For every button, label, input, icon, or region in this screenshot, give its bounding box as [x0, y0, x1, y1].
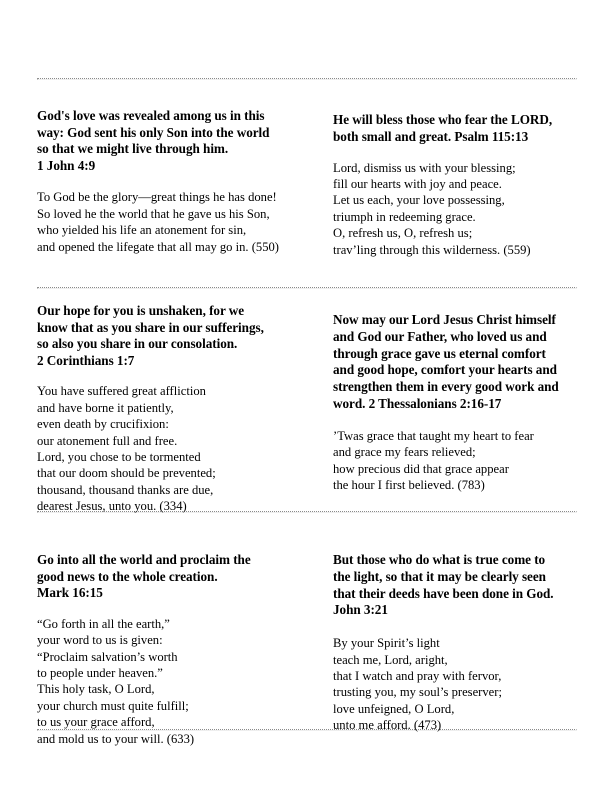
- devotional-entry: [333, 552, 583, 734]
- devotional-entry: [333, 112, 583, 258]
- text-line: that our doom should be prevented;: [37, 466, 216, 481]
- devotional-entry: [333, 312, 583, 493]
- text-line: so that we might live through him.: [37, 141, 229, 157]
- text-line: our atonement full and free.: [37, 433, 178, 448]
- text-line: God's love was revealed among us in this: [37, 108, 265, 123]
- text-line: to people under heaven.”: [37, 666, 163, 680]
- text-line: through grace gave us eternal comfort: [333, 345, 546, 361]
- text-line: love unfeigned, O Lord,: [333, 701, 455, 716]
- text-line: Our hope for you is unshaken, for we: [37, 303, 245, 318]
- text-line: You have suffered great affliction: [37, 384, 206, 399]
- text-line: word. 2 Thessalonians 2:16-17: [333, 395, 502, 411]
- text-line: and grace my fears relieved;: [333, 445, 476, 460]
- hymn-stanza: [37, 383, 309, 514]
- text-line: “Go forth in all the earth,”: [37, 616, 170, 631]
- section-divider-2: [37, 287, 577, 289]
- text-line: the hour I first believed. (783): [333, 478, 485, 492]
- scripture-passage: [37, 303, 309, 369]
- text-line: even death by crucifixion:: [37, 417, 169, 432]
- text-line: to us your grace afford,: [37, 715, 155, 730]
- text-line: Now may our Lord Jesus Christ himself: [333, 312, 556, 327]
- text-line: who yielded his life an atonement for sin,: [37, 223, 247, 238]
- text-line: ’Twas grace that taught my heart to fear: [333, 428, 534, 443]
- text-line: and good hope, comfort your hearts and: [333, 362, 557, 378]
- text-line: unto me afford. (473): [333, 718, 442, 733]
- hymn-stanza: [333, 428, 583, 494]
- text-line: so also you share in our consolation.: [37, 336, 238, 352]
- hymn-stanza: [333, 160, 583, 258]
- text-line: that I watch and pray with fervor,: [333, 669, 502, 683]
- scripture-passage: [333, 312, 583, 413]
- text-line: and opened the lifegate that all may go in. (550): [37, 239, 279, 254]
- text-line: Lord, you chose to be tormented: [37, 450, 201, 464]
- text-line: and mold us to your will. (633): [37, 731, 195, 746]
- small-caps-run: ORD: [519, 112, 549, 127]
- text-line: John 3:21: [333, 602, 388, 618]
- text-line: Go into all the world and proclaim the: [37, 552, 251, 567]
- text-line: Let us each, your love possessing,: [333, 193, 505, 208]
- text-line: trav’ling through this wilderness. (559): [333, 242, 531, 257]
- scripture-passage: [37, 552, 309, 602]
- scripture-passage: [37, 108, 309, 174]
- hymn-stanza: [37, 189, 309, 255]
- text-line: and God our Father, who loved us and: [333, 328, 547, 344]
- text-line: Mark 16:15: [37, 585, 103, 601]
- text-line: dearest Jesus, unto you. (334): [37, 499, 187, 514]
- devotional-entry: [37, 303, 309, 515]
- text-line: 2 Corinthians 1:7: [37, 352, 135, 368]
- text-line: how precious did that grace appear: [333, 461, 509, 476]
- text-line: To God be the glory—great things he has done!: [37, 190, 277, 205]
- text-line: that their deeds have been done in God.: [333, 585, 554, 601]
- text-line: fill our hearts with joy and peace.: [333, 177, 502, 191]
- devotional-entry: [37, 552, 309, 747]
- text-line: Lord, dismiss us with your blessing;: [333, 160, 516, 175]
- text-line: trusting you, my soul’s preserver;: [333, 685, 502, 700]
- text-line: triumph in redeeming grace.: [333, 209, 476, 224]
- text-line: O, refresh us, O, refresh us;: [333, 226, 473, 241]
- text-line: thousand, thousand thanks are due,: [37, 482, 214, 497]
- text-line: So loved he the world that he gave us his Son,: [37, 206, 270, 221]
- scripture-passage: [333, 112, 583, 146]
- text-line: both small and great. Psalm 115:13: [333, 128, 529, 144]
- text-line: “Proclaim salvation’s worth: [37, 649, 178, 664]
- text-line: 1 John 4:9: [37, 157, 96, 173]
- text-line: teach me, Lord, aright,: [333, 652, 448, 667]
- text-line: He will bless those who fear the LORD,: [333, 112, 553, 127]
- devotional-entry: [37, 108, 309, 255]
- section-divider-1: [37, 78, 577, 80]
- text-line: the light, so that it may be clearly seen: [333, 568, 546, 584]
- text-line: your church must quite fulfill;: [37, 698, 189, 713]
- text-line: strengthen them in every good work and: [333, 379, 559, 395]
- scripture-passage: [333, 552, 583, 619]
- text-line: But those who do what is true come to: [333, 552, 546, 567]
- text-line: know that as you share in our sufferings,: [37, 319, 264, 335]
- text-line: and have borne it patiently,: [37, 400, 174, 415]
- hymn-stanza: [37, 616, 309, 747]
- text-line: way: God sent his only Son into the world: [37, 124, 270, 140]
- text-line: This holy task, O Lord,: [37, 682, 155, 697]
- hymn-stanza: [333, 635, 583, 733]
- text-line: your word to us is given:: [37, 633, 163, 648]
- text-line: good news to the whole creation.: [37, 568, 218, 584]
- text-line: By your Spirit’s light: [333, 636, 440, 651]
